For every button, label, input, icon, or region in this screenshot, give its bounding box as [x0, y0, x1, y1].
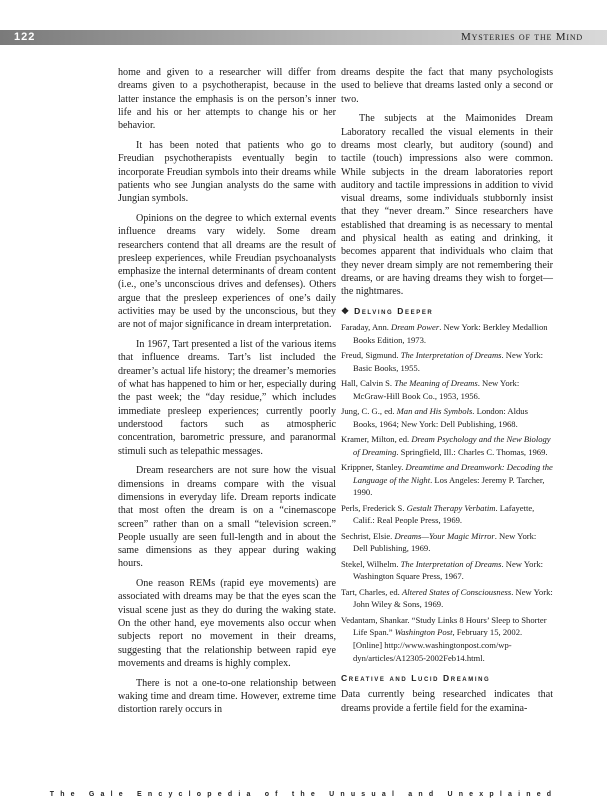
diamond-bullet-icon: ❖: [341, 306, 350, 317]
bibliography-entry: Perls, Frederick S. Gestalt Therapy Verbatim. Lafayette, Calif.: Real People Press, 1969.: [341, 502, 535, 526]
paragraph: dreams despite the fact that many psychologists used to believe that dreams lasted only a second or two.: [341, 67, 553, 105]
bibliography: [341, 321, 553, 664]
bibliography-entry: Jung, C. G., ed. Man and His Symbols. London: Aldus Books, 1964; New York: Dell Publishing, 1968.: [341, 406, 528, 429]
bibliography-entry: Sechrist, Elsie. Dreams—Your Magic Mirror. New York: Dell Publishing, 1969.: [341, 530, 537, 554]
paragraph: Data currently being researched indicates that dreams provide a fertile field for the examina-: [341, 689, 553, 714]
bibliography-entry: Faraday, Ann. Dream Power. New York: Berkley Medallion Books Edition, 1973.: [341, 322, 548, 345]
paragraph: The subjects at the Maimonides Dream Laboratory recalled the visual elements in their dreams most clearly, but auditory (sound) and tactile (touch) impressions also were common. While subjects in the dream laboratories report auditory and tactile impressions in addition to vivid visual dreams, some individuals stubbornly insist that they “never dream.” Since researchers have established that dreaming is as necessary to mental and physical health as eating and drinking, it becomes apparent that individuals who claim that they never dream simply are not remembering their dreams, or are having dreams they wish to forget—the nightmares.: [341, 113, 553, 298]
bibliography-entry: Hall, Calvin S. The Meaning of Dreams. New York: McGraw-Hill Book Co., 1953, 1956.: [341, 378, 520, 401]
bibliography-entry: Vedantam, Shankar. “Study Links 8 Hours’ Sleep to Shorter Life Span.” Washington Post, February 15, 2002. [Online] http://www.washingtonpost.com/wp-dyn/articles/A12305-2002Feb14.html.: [341, 614, 547, 663]
left-column: [118, 66, 336, 723]
footer: The Gale Encyclopedia of the Unusual and Unexplained: [49, 791, 558, 798]
paragraph: Opinions on the degree to which external events influence dreams vary widely. Some dream researchers contend that all dreams are the result of presleep experiences, while Freudian psychoanalysts emphasize the internal determinants of dream content (i.e., one’s unconscious drives and defenses). Others argue that the presleep experiences of one’s daily activities may be used by the unconscious, but they are not of major significance in dream interpretation.: [118, 212, 336, 331]
bibliography-entry: Tart, Charles, ed. Altered States of Consciousness. New York: John Wiley & Sons, 1969.: [341, 586, 553, 610]
bibliography-entry: Krippner, Stanley. Dreamtime and Dreamwork: Decoding the Language of the Night. Los Angeles: Jeremy P. Tarcher, 1990.: [341, 462, 553, 498]
bibliography-entry: Freud, Sigmund. The Interpretation of Dreams. New York: Basic Books, 1955.: [341, 350, 544, 373]
paragraph: One reason REMs (rapid eye movements) are associated with dreams may be that the eyes scan the visual scene just as they do during the waking state. On the other hand, eye movements also occur when subjects report no movement in their dreams, suggesting that the relationship between rapid eye movements and dreams is highly complex.: [118, 578, 336, 669]
paragraph: home and given to a researcher will differ from dreams given to a psychotherapist, because in the latter instance the emphasis is on the person’s inner life and his or her attempts to change his or her behavior.: [118, 67, 336, 132]
paragraph: Dream researchers are not sure how the visual dimensions in dreams compare with the visual dimensions in everyday life. Dream reports indicate that most often the dream is on a “cinemascope screen” rather than on a small “television screen.” People usually are seen full-length and in about the same dimensions as they appear during waking hours.: [118, 465, 336, 570]
right-column: [341, 66, 553, 722]
running-head: Mysteries of the Mind: [461, 31, 583, 43]
delving-deeper-heading: ❖ Delving Deeper: [341, 305, 553, 318]
bibliography-entry: Kramer, Milton, ed. Dream Psychology and the New Biology of Dreaming. Springfield, Ill.: Charles C. Thomas, 1969.: [341, 434, 551, 457]
paragraph: There is not a one-to-one relationship between waking time and dream time. However, extreme time distortion rarely occurs in: [118, 677, 336, 716]
page-number: 122: [14, 31, 36, 43]
creative-lucid-heading: Creative and Lucid Dreaming: [341, 673, 491, 684]
bibliography-entry: Stekel, Wilhelm. The Interpretation of Dreams. New York: Washington Square Press, 1967.: [341, 558, 544, 582]
paragraph: In 1967, Tart presented a list of the various items that influence dreams. Tart’s list included the dreamer’s actual life history; the dreamer’s memories of what has happened to him or her, especially during the past week; the “day residue,” which includes immediate presleep experiences; currently poorly understood factors such as atmospheric concentration, barometric pressure, and paranormal stimuli such as telepathic messages.: [118, 339, 336, 457]
paragraph: It has been noted that patients who go to Freudian psychotherapists eventually begin to incorporate Freudian symbols into their dreams while patients who see Jungian analysts do the same with Jungian symbols.: [118, 139, 336, 205]
